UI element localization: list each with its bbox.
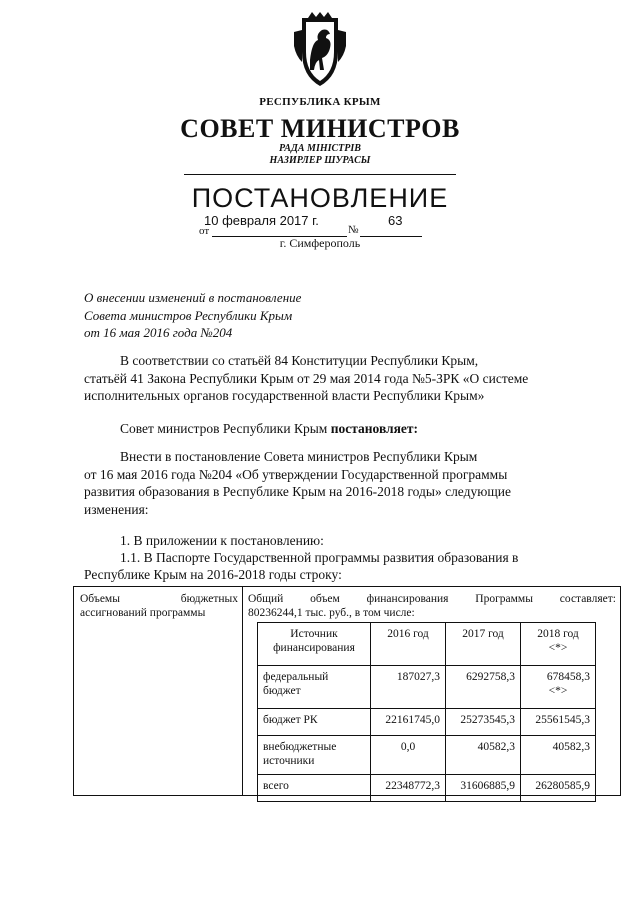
paragraph-line: статьёй 41 Закона Республики Крым от 29 мая 2014 года №5-ЗРК «О системе [84,370,529,386]
subject-line: О внесении изменений в постановление [84,290,302,305]
paragraph-line: исполнительных органов государственной власти Республики Крым» [84,388,485,403]
value-cell: 22348772,3 [371,775,446,802]
source-cell: федеральный бюджет [258,666,371,709]
footnote-marker: <*> [548,685,568,697]
column-header [521,623,596,666]
table-row [258,709,596,736]
column-header-label: 2018 год [537,628,579,640]
paragraph-line: 1.1. В Паспорте Государственной программы развития образования в [120,550,519,565]
paragraph-line: В соответствии со статьёй 84 Конституции Республики Крым, [120,353,479,368]
republic-label: РЕСПУБЛИКА КРЫМ [259,96,381,108]
document-subject [84,289,301,342]
column-divider [242,587,243,795]
budget-summary-cell [248,592,616,620]
label-line: ассигнований программы [80,607,206,619]
resolves-paragraph [84,420,582,438]
table-row [258,666,596,709]
value-cell: 40582,3 [446,736,521,775]
value-cell [521,666,596,709]
crimea-coat-of-arms-icon [288,12,352,90]
footnote-marker: <*> [548,642,568,654]
paragraph-line: Республике Крым на 2016-2018 годы строку: [84,567,342,582]
paragraph-line: развития образования в Республике Крым на 2016-2018 годы» следующие [84,484,511,499]
resolves-prefix: Совет министров Республики Крым [120,421,331,436]
paragraph-line: 1. В приложении к постановлению: [120,533,324,548]
column-header: Источник финансирования [258,623,371,666]
column-header: 2017 год [446,623,521,666]
preamble-paragraph [84,352,582,405]
value-cell: 25273545,3 [446,709,521,736]
table-row [258,775,596,802]
column-header: 2016 год [371,623,446,666]
source-cell: бюджет РК [258,709,371,736]
item-1 [84,532,582,550]
resolves-keyword: постановляет: [330,421,419,436]
summary-word: финансирования [366,593,449,605]
paragraph-line [84,420,582,438]
value-cell: 31606885,9 [446,775,521,802]
document-date: 10 февраля 2017 г. [204,213,319,228]
value-text: 678458,3 [546,671,590,683]
table-row [258,736,596,775]
summary-line: 80236244,1 тыс. руб., в том числе: [248,607,415,619]
date-prefix-label: от [199,225,210,237]
header-divider [184,174,456,175]
value-cell: 25561545,3 [521,709,596,736]
summary-word: Общий [248,593,284,605]
council-title: СОВЕТ МИНИСТРОВ [180,114,460,143]
value-cell: 22161745,0 [371,709,446,736]
source-cell: всего [258,775,371,802]
subject-line: Совета министров Республики Крым [84,307,293,323]
source-cell: внебюджетные источники [258,736,371,775]
item-1-1-continuation [84,566,582,584]
amendment-paragraph [84,448,582,518]
city-label: г. Симферополь [279,236,361,250]
label-word: бюджетных [180,593,238,605]
subject-line: от 16 мая 2016 года №204 [84,325,233,340]
value-cell: 40582,3 [521,736,596,775]
item-1-1 [84,549,582,567]
value-cell: 0,0 [371,736,446,775]
council-title-ukrainian: РАДА МІНІСТРІВ [279,143,361,154]
value-cell: 187027,3 [371,666,446,709]
budget-label-cell [80,592,238,620]
summary-word: объем [310,593,340,605]
value-cell: 6292758,3 [446,666,521,709]
document-title: ПОСТАНОВЛЕНИЕ [191,183,449,213]
table-header-row [258,623,596,666]
number-label: № [348,224,359,236]
paragraph-line: Внести в постановление Совета министров Республики Крым [120,449,478,464]
paragraph-line: от 16 мая 2016 года №204 «Об утверждении Государственной программы [84,466,508,482]
financing-table [257,622,596,802]
summary-word: Программы [475,593,533,605]
document-number: 63 [388,213,403,228]
council-title-crimean-tatar: НАЗИРЛЕР ШУРАСЫ [269,155,371,166]
paragraph-line: изменения: [84,501,149,517]
label-word: Объемы [80,593,120,605]
value-cell: 26280585,9 [521,775,596,802]
summary-word: составляет: [559,593,616,605]
